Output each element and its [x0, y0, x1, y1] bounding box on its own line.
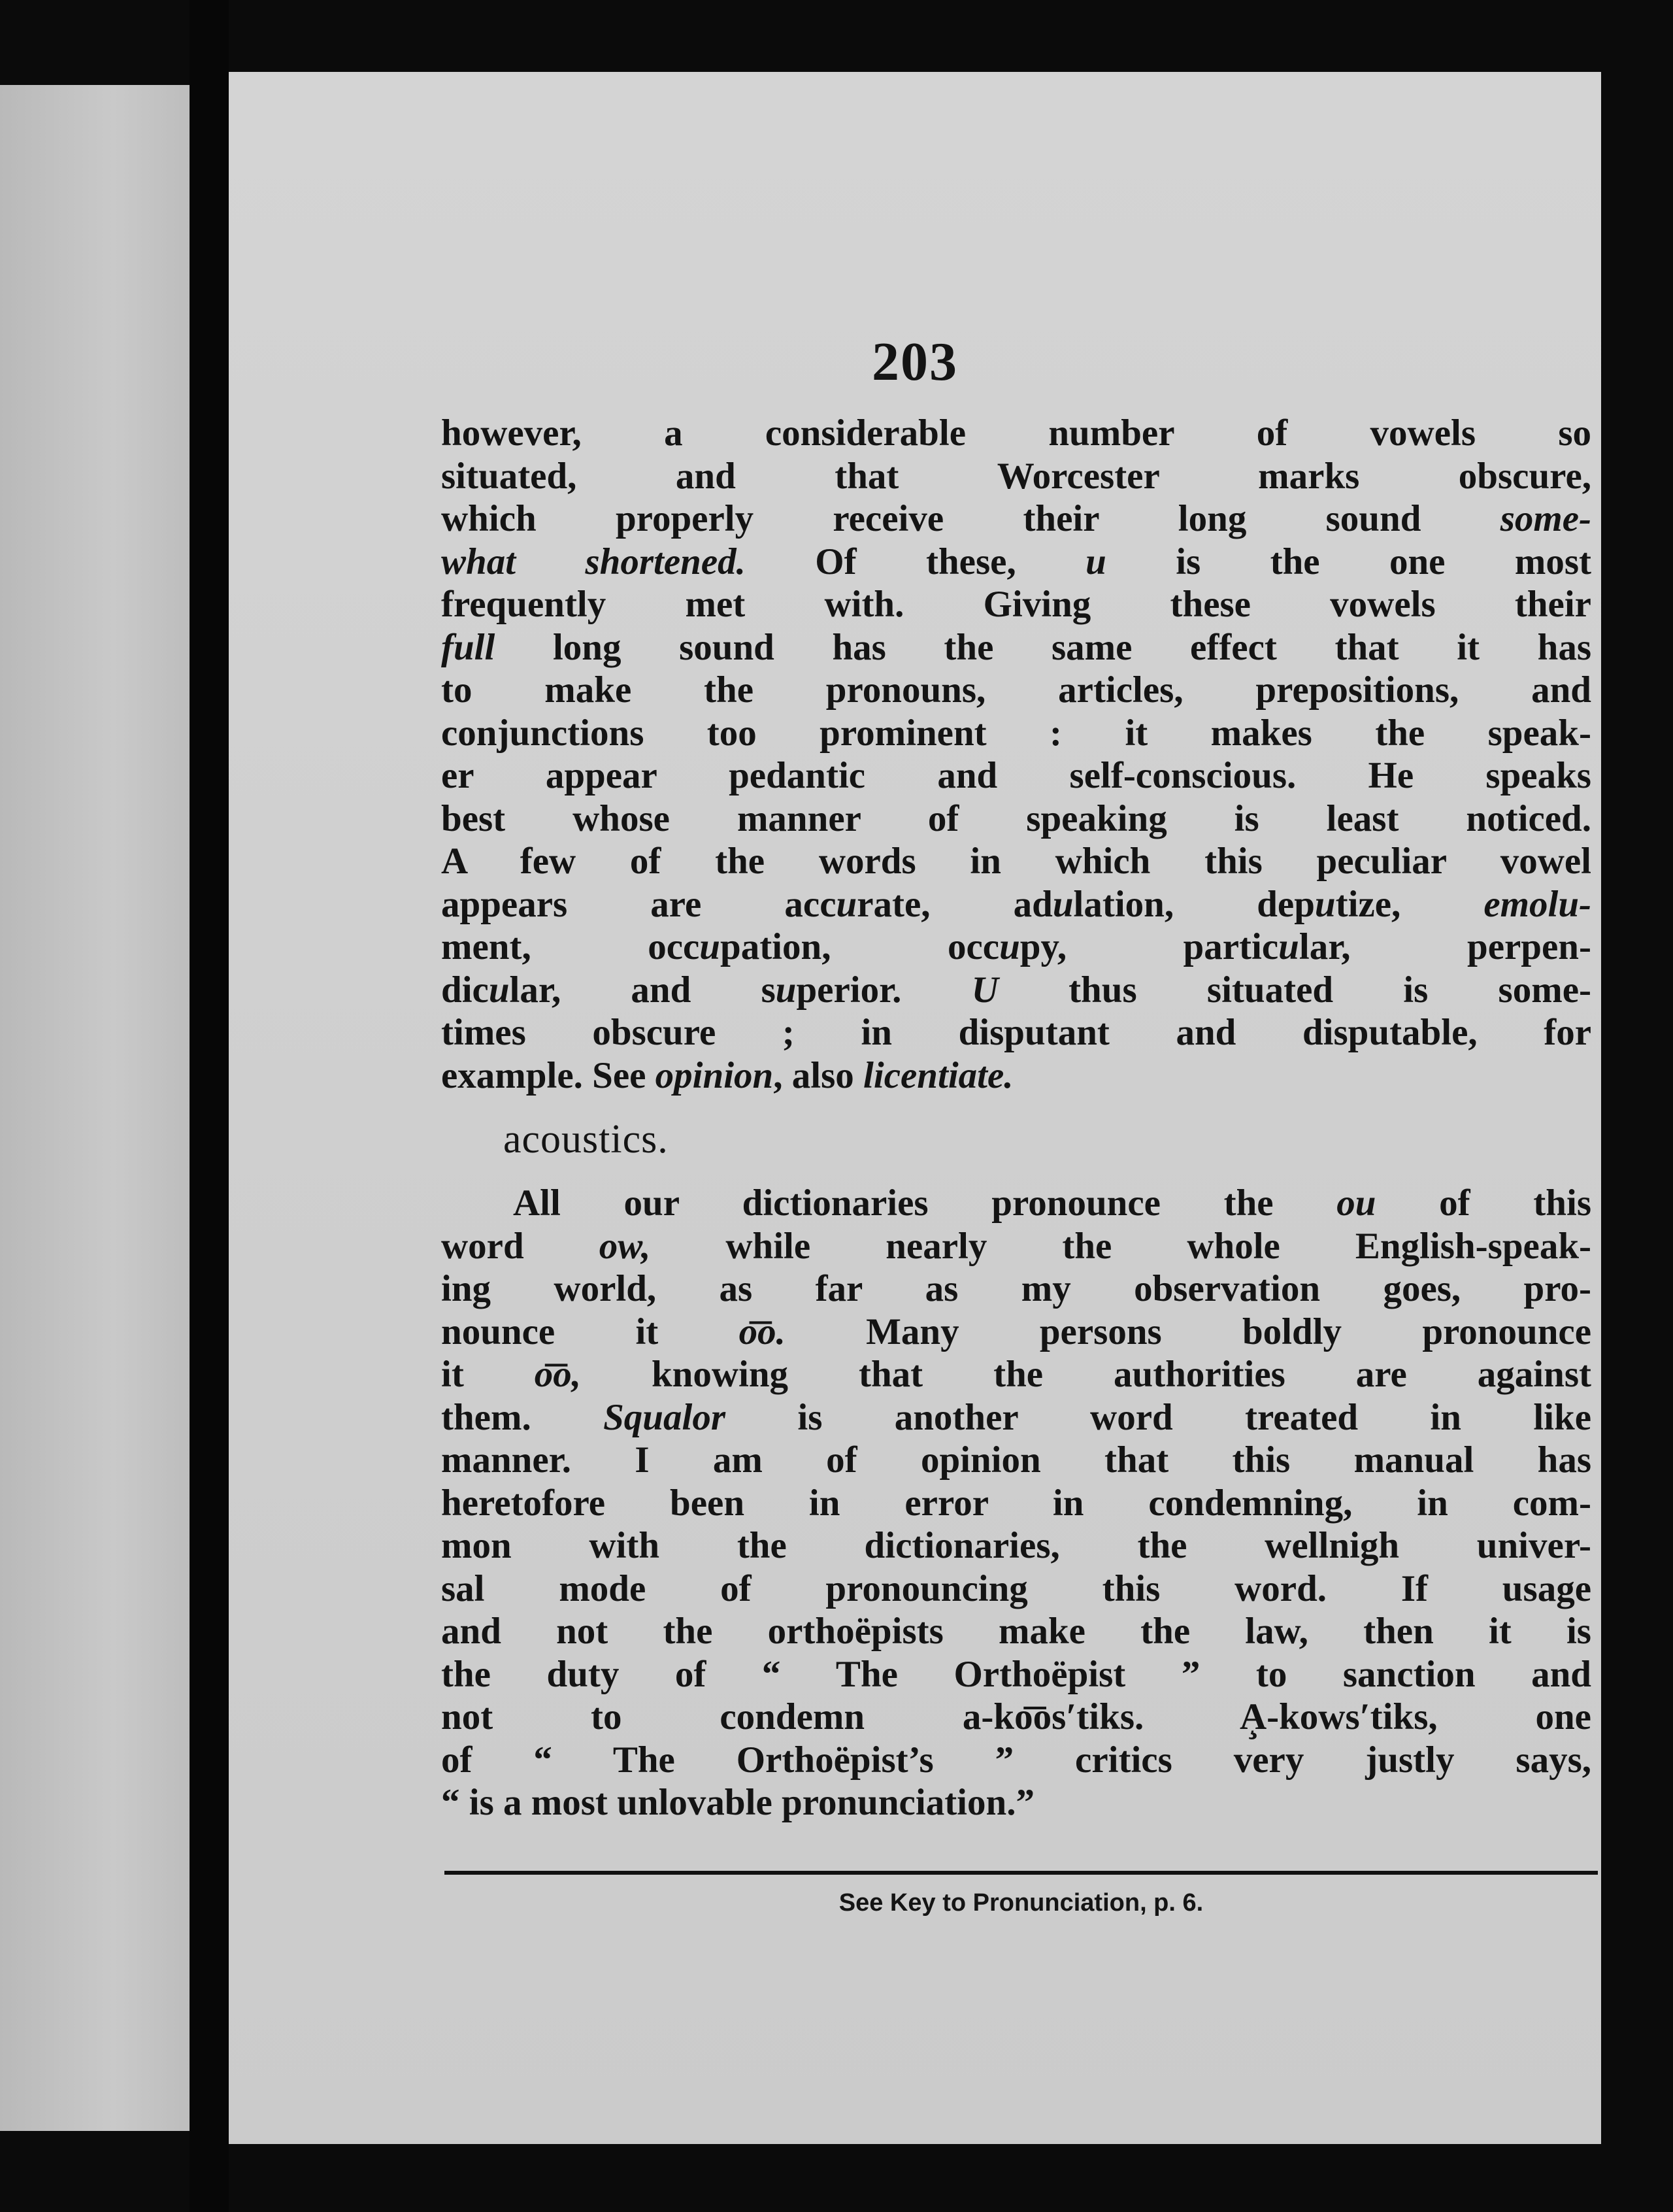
- text-run: to make the pronouns, articles, prepositions, and: [441, 669, 1591, 711]
- text-run: manner. I am of opinion that this manual has: [441, 1439, 1591, 1481]
- text-run: lar, perpen-: [1299, 926, 1591, 967]
- paragraph-acoustics: [441, 1182, 1591, 1824]
- text-line: [441, 1225, 1591, 1268]
- text-line: [441, 883, 1591, 926]
- text-run: appears are acc: [441, 883, 836, 925]
- text-run: of this: [1376, 1182, 1592, 1224]
- text-line: [441, 840, 1591, 883]
- italic-text: some-: [1500, 498, 1591, 539]
- italic-text: u: [836, 883, 857, 925]
- text-run: Many persons boldly pronounce: [785, 1311, 1591, 1352]
- paragraph-continued: [441, 412, 1591, 1097]
- page-number: 203: [872, 331, 958, 392]
- text-line: [441, 1311, 1591, 1354]
- text-run: heretofore been in error in condemning, in com-: [441, 1482, 1591, 1524]
- italic-text: u: [699, 926, 720, 967]
- page-body: [441, 412, 1591, 1824]
- italic-text: o͞o.: [738, 1311, 786, 1352]
- text-line: [441, 497, 1591, 541]
- text-run: lation, dep: [1073, 883, 1315, 925]
- italic-text: what shortened.: [441, 541, 746, 582]
- text-line: [441, 541, 1591, 584]
- text-run: pation, occ: [720, 926, 1000, 967]
- text-run: All our dictionaries pronounce the: [513, 1182, 1337, 1224]
- text-run: ing world, as far as my observation goes, pro-: [441, 1268, 1591, 1309]
- text-run: conjunctions too prominent : it makes the speak-: [441, 712, 1591, 754]
- italic-text: full: [441, 626, 495, 668]
- text-line: [441, 412, 1591, 455]
- pronunciation-key-note: See Key to Pronunciation, p. 6.: [838, 1889, 1204, 1917]
- text-run: however, a considerable number of vowels so: [441, 412, 1591, 454]
- italic-text: u: [999, 926, 1020, 967]
- text-line: [441, 1267, 1591, 1311]
- text-run: which properly receive their long sound: [441, 498, 1500, 539]
- italic-text: emolu-: [1483, 883, 1592, 925]
- text-line: [441, 754, 1591, 797]
- italic-text: u: [1085, 541, 1106, 582]
- text-line: [441, 1781, 1591, 1824]
- italic-text: u: [1052, 883, 1074, 925]
- previous-page-edge: [0, 85, 190, 2131]
- text-run: tize,: [1335, 883, 1484, 925]
- text-line: [441, 1696, 1591, 1739]
- text-run: best whose manner of speaking is least noticed.: [441, 797, 1591, 839]
- text-run: the duty of “ The Orthoëpist ” to sanction and: [441, 1653, 1591, 1695]
- italic-text: ou: [1336, 1182, 1376, 1224]
- entry-heading-acoustics: acoustics.: [503, 1117, 669, 1162]
- text-run: long sound has the same effect that it has: [495, 626, 1591, 668]
- text-line: [441, 1396, 1591, 1439]
- text-line: [441, 1610, 1591, 1653]
- text-line: [441, 1439, 1591, 1482]
- text-run: nounce it: [441, 1311, 739, 1352]
- text-run: while nearly the whole English-speak-: [650, 1225, 1591, 1267]
- text-line: [441, 1054, 1591, 1098]
- text-line: [441, 455, 1591, 498]
- text-line: [441, 712, 1591, 755]
- text-run: not to condemn a-ko͞os′tiks. A̧-kows′tiks, one: [441, 1696, 1591, 1737]
- text-run: is the one most: [1106, 541, 1592, 582]
- italic-text: u: [488, 969, 510, 1011]
- text-line: [441, 1353, 1591, 1396]
- text-line: [441, 583, 1591, 626]
- text-run: situated, and that Worcester marks obscure,: [441, 455, 1591, 497]
- text-line: [441, 669, 1591, 712]
- text-run: them.: [441, 1396, 604, 1438]
- text-run: ment, occ: [441, 926, 700, 967]
- text-run: sal mode of pronouncing this word. If usage: [441, 1567, 1591, 1609]
- italic-text: licentiate.: [863, 1054, 1014, 1096]
- text-run: Of these,: [745, 541, 1086, 582]
- italic-text: ow,: [599, 1225, 651, 1267]
- text-line: [441, 1567, 1591, 1611]
- text-run: “ is a most unlovable pronunciation.”: [441, 1782, 1035, 1823]
- text-run: mon with the dictionaries, the wellnigh univer-: [441, 1525, 1591, 1566]
- text-line: [441, 1524, 1591, 1567]
- text-line: [441, 1482, 1591, 1525]
- italic-text: u: [1314, 883, 1336, 925]
- text-run: knowing that the authorities are against: [581, 1354, 1591, 1395]
- italic-text: o͞o,: [534, 1354, 582, 1395]
- book-gutter: [190, 0, 229, 2212]
- text-line: [441, 1739, 1591, 1782]
- text-run: , also: [773, 1054, 864, 1096]
- italic-text: U: [971, 969, 999, 1011]
- text-run: example. See: [441, 1054, 655, 1096]
- text-run: dic: [441, 969, 489, 1011]
- text-run: rate, ad: [857, 883, 1053, 925]
- text-run: times obscure ; in disputant and disputable, for: [441, 1012, 1591, 1053]
- text-run: frequently met with. Giving these vowels their: [441, 584, 1591, 625]
- footer-rule: [444, 1871, 1598, 1875]
- text-run: of “ The Orthoëpist’s ” critics very justly says,: [441, 1739, 1591, 1781]
- text-run: py, partic: [1019, 926, 1279, 967]
- text-line: [441, 1653, 1591, 1696]
- text-run: word: [441, 1225, 599, 1267]
- text-line: [441, 797, 1591, 841]
- italic-text: opinion: [655, 1054, 774, 1096]
- text-line: [441, 969, 1591, 1012]
- text-run: perior.: [796, 969, 972, 1011]
- text-line: [441, 926, 1591, 969]
- text-line: [441, 1011, 1591, 1054]
- text-run: thus situated is some-: [998, 969, 1592, 1011]
- text-run: A few of the words in which this peculiar vowel: [441, 841, 1591, 882]
- text-line: [441, 626, 1591, 669]
- text-run: and not the orthoëpists make the law, then it is: [441, 1611, 1591, 1652]
- text-run: it: [441, 1354, 535, 1395]
- text-line: [441, 1182, 1591, 1225]
- text-run: is another word treated in like: [725, 1396, 1591, 1438]
- text-run: er appear pedantic and self-conscious. He speaks: [441, 755, 1591, 796]
- text-run: lar, and s: [509, 969, 776, 1011]
- italic-text: Squalor: [603, 1396, 725, 1438]
- book-page: [229, 72, 1601, 2144]
- italic-text: u: [775, 969, 797, 1011]
- italic-text: u: [1278, 926, 1299, 967]
